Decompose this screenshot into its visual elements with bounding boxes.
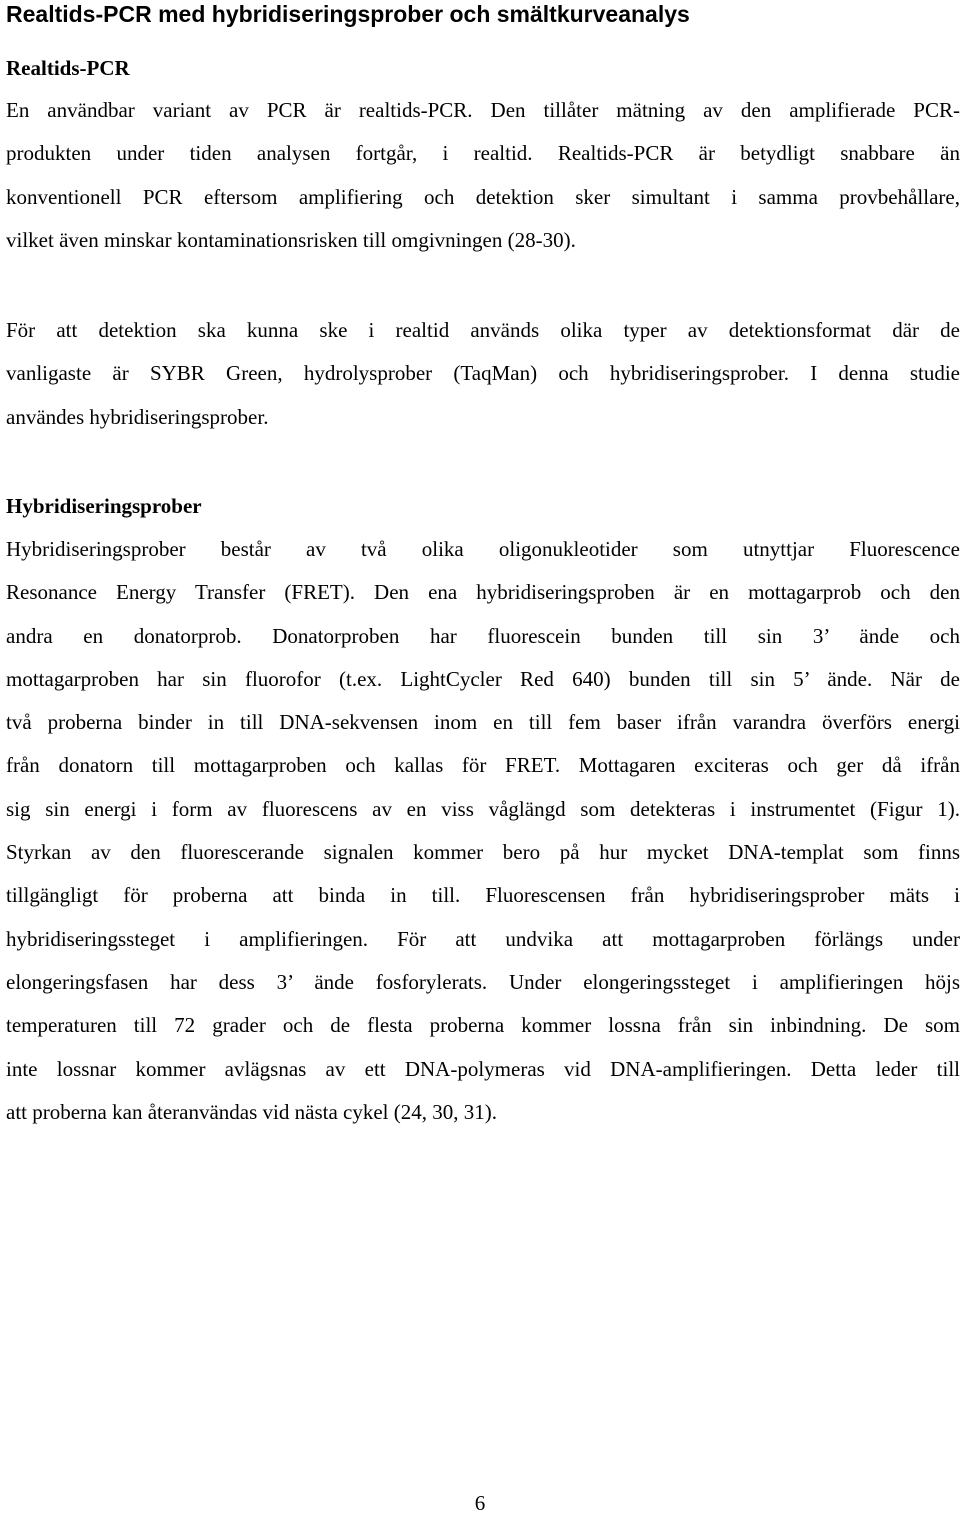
text-line: För att detektion ska kunna ske i realtid används olika typer av detektionsformat där de	[6, 318, 960, 342]
text-line: tillgängligt för proberna att binda in till. Fluorescensen från hybridiseringsprober mäts i	[6, 883, 960, 908]
text-line: vanligaste är SYBR Green, hydrolysprober (TaqMan) och hybridiseringsprober. I denna studie	[6, 361, 960, 386]
section-heading-realtids-pcr: Realtids-PCR	[6, 56, 130, 80]
text-line: från donatorn till mottagarproben och kallas för FRET. Mottagaren exciteras och ger då ifrån	[6, 753, 960, 778]
text-line: En användbar variant av PCR är realtids-PCR. Den tillåter mätning av den amplifierade PCR-	[6, 98, 960, 122]
text-line: hybridiseringssteget i amplifieringen. För att undvika att mottagarproben förlängs under	[6, 926, 960, 951]
text-line: användes hybridiseringsprober.	[6, 404, 269, 429]
text-line: Styrkan av den fluorescerande signalen kommer bero på hur mycket DNA-templat som finns	[6, 840, 960, 865]
text-line: temperaturen till 72 grader och de flesta proberna kommer lossna från sin inbindning. De som	[6, 1013, 960, 1038]
text-line: produkten under tiden analysen fortgår, i realtid. Realtids-PCR är betydligt snabbare än	[6, 141, 960, 166]
text-line: inte lossnar kommer avlägsnas av ett DNA-polymeras vid DNA-amplifieringen. Detta leder till	[6, 1056, 960, 1081]
text-line: vilket även minskar kontaminationsrisken till omgivningen (28-30).	[6, 227, 576, 252]
text-line: elongeringsfasen har dess 3’ ände fosforylerats. Under elongeringssteget i amplifieringen höjs	[6, 969, 960, 994]
page-title: Realtids-PCR med hybridiseringsprober och smältkurveanalys	[6, 1, 690, 27]
text-line: mottagarproben har sin fluorofor (t.ex. LightCycler Red 640) bunden till sin 5’ ände. När de	[6, 666, 960, 691]
section-heading-hybridiseringsprober: Hybridiseringsprober	[6, 494, 202, 518]
text-line: Resonance Energy Transfer (FRET). Den ena hybridiseringsproben är en mottagarprob och den	[6, 580, 960, 605]
text-line: två proberna binder in till DNA-sekvensen inom en till fem baser ifrån varandra överförs energi	[6, 710, 960, 735]
page-number: 6	[474, 1491, 486, 1515]
paragraph-realtids-pcr-intro	[6, 97, 960, 270]
text-line: andra en donatorprob. Donatorproben har fluorescein bunden till sin 3’ ände och	[6, 623, 960, 648]
text-line: sig sin energi i form av fluorescens av en viss våglängd som detekteras i instrumentet (Figur 1).	[6, 796, 960, 821]
text-line: Hybridiseringsprober består av två olika oligonukleotider som utnyttjar Fluorescence	[6, 537, 960, 561]
paragraph-hybridiseringsprober	[6, 536, 960, 1142]
text-line: konventionell PCR eftersom amplifiering och detektion sker simultant i samma provbehållare,	[6, 184, 960, 209]
text-line: att proberna kan återanvändas vid nästa cykel (24, 30, 31).	[6, 1099, 497, 1124]
paragraph-detection-formats	[6, 317, 960, 447]
